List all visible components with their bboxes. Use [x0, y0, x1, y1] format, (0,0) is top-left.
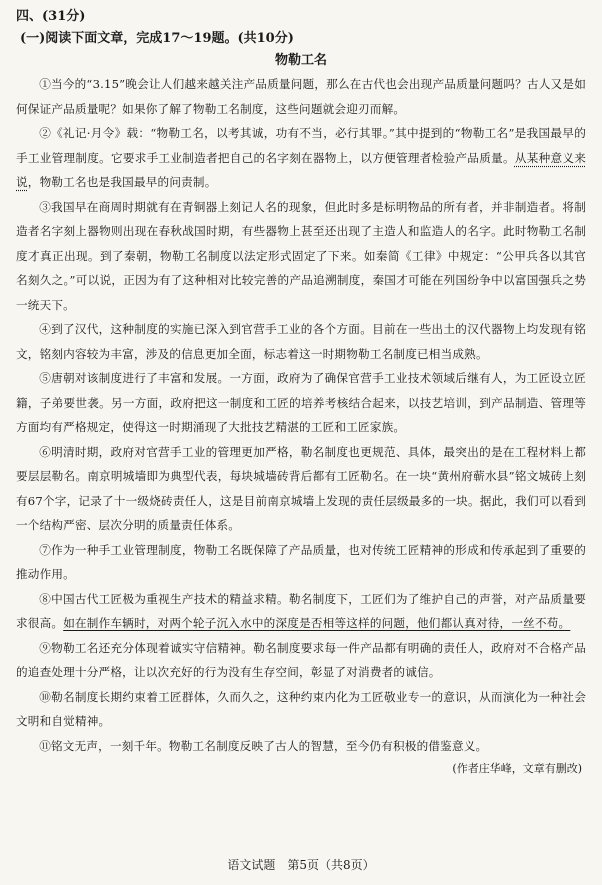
paragraph-11: ⑪铭文无声，一刻千年。物勒工名制度反映了古人的智慧，至今仍有积极的借鉴意义。	[39, 738, 488, 753]
paragraph-1: ①当今的“3.15”晚会让人们越来越关注产品质量问题，那么在古代也会出现产品质量问题吗？古人又是如何保证产品质量呢？如果你了解了物勒工名制度，这些问题就会迎刃而解。	[16, 77, 586, 116]
paragraph-2	[16, 121, 586, 195]
page-footer: 语文试题 第5页（共8页）	[227, 858, 375, 872]
author-note: (作者庄华峰，文章有删改)	[452, 762, 582, 775]
paragraph-8-underlined-sentence: 如在制作车辆时，对两个轮子沉入水中的深度是否相等这样的问题，他们都认真对待，一丝不苟。	[63, 616, 571, 630]
section-heading: 四、(31分)	[16, 9, 86, 24]
article-title: 物勒工名	[274, 53, 327, 68]
paragraph-2-text-c: ，物勒工名也是我国最早的问责制。	[27, 175, 217, 189]
paragraph-2-text-a: ②《礼记·月令》载：“物勒工名，以考其诚，功有不当，必行其罪。”其中提到的“物勒工名”是我国最早的手工业管理制度。它要求手工业制造者把自己的名字刻在器物上，以方便管理者检验产品质量。	[16, 126, 586, 165]
paragraph-10: ⑩勒名制度长期约束着工匠群体，久而久之，这种约束内化为工匠敬业专一的意识，从而演化为一种社会文明和自觉精神。	[16, 689, 586, 728]
paragraph-8	[16, 587, 586, 636]
paragraph-3: ③我国早在商周时期就有在青铜器上刻记人名的现象，但此时多是标明物品的所有者，并非制造者。将制造者名字刻上器物则出现在春秋战国时期，有些器物上甚至还出现了主造人和监造人的名字。此时物勒工名制度才真正出现。到了秦朝，物勒工名制度以法定形式固定了下来。如秦简《工律》中规定：“公甲兵各以其官名刻久之。”可以说，正因为有了这种相对比较完善的产品追溯制度，秦国才可能在列国纷争中以富国强兵之势一统天下。	[16, 199, 586, 312]
paragraph-8-text-a: ⑧中国古代工匠极为重视生产技术的精益求精。勒名制度下，工匠们为了维护自己的声誉，对产品质量要求很高。	[16, 591, 586, 630]
paragraph-6: ⑥明清时期，政府对官营手工业的管理更加严格，勒名制度也更规范、具体，最突出的是在工程材料上都要层层勒名。南京明城墙即为典型代表，每块城墙砖背后都有工匠勒名。在一块“黄州府蕲水县”铭文城砖上刻有67个字，记录了十一级烧砖责任人，这是目前南京城墙上发现的责任层级最多的一块。据此，我们可以看到一个结构严密、层次分明的质量责任体系。	[16, 444, 586, 532]
paragraph-7: ⑦作为一种手工业管理制度，物勒工名既保障了产品质量，也对传统工匠精神的形成和传承起到了重要的推动作用。	[16, 542, 586, 581]
paragraph-2-dotted-phrase: 从某种意义来说	[16, 150, 587, 189]
subsection-heading: (一)阅读下面文章，完成17～19题。(共10分)	[20, 31, 294, 46]
paragraph-5: ⑤唐朝对该制度进行了丰富和发展。一方面，政府为了确保官营手工业技术领域后继有人，为工匠设立匠籍，子弟要世袭。另一方面，政府把这一制度和工匠的培养考核结合起来，以技艺培训，到产品制造、管理等方面均有严格规定，使得这一时期涌现了大批技艺精湛的工匠和工匠家族。	[16, 371, 586, 434]
paragraph-9: ⑨物勒工名还充分体现着诚实守信精神。勒名制度要求每一件产品都有明确的责任人，政府对不合格产品的追查处理十分严格，让以次充好的行为没有生存空间，彰显了对消费者的诚信。	[16, 640, 586, 679]
paragraph-4: ④到了汉代，这种制度的实施已深入到官营手工业的各个方面。目前在一些出土的汉代器物上均发现有铭文，铭刻内容较为丰富，涉及的信息更加全面，标志着这一时期物勒工名制度已相当成熟。	[16, 322, 586, 361]
